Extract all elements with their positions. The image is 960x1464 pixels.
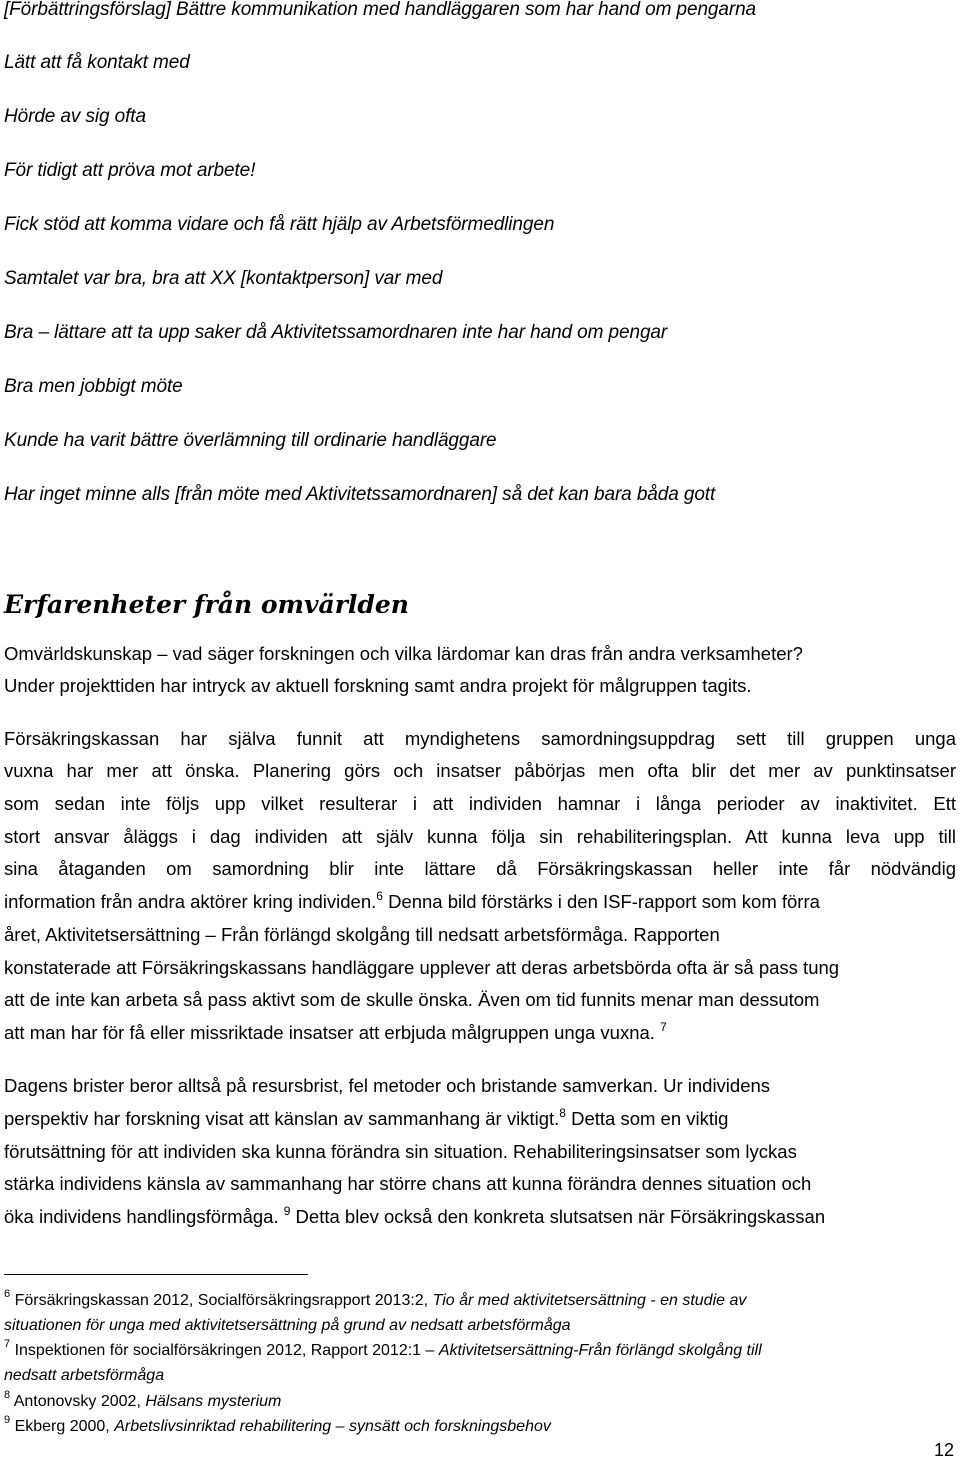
quote-line: [Förbättringsförslag] Bättre kommunikation med handläggaren som har hand om pengarna: [4, 0, 757, 20]
quote-line: Kunde ha varit bättre överlämning till ordinarie handläggare: [4, 430, 497, 451]
footnote-ref: 8: [559, 1106, 566, 1120]
quote-line: Lätt att få kontakt med: [4, 52, 190, 73]
text-span: Denna bild förstärks i den ISF-rapport som kom förra: [382, 891, 820, 912]
text-span: Arbetslivsinriktad rehabilitering – synsätt och forskningsbehov: [114, 1418, 551, 1435]
footnote-6-cont: [4, 1315, 571, 1337]
footnote-ref: 6: [376, 889, 383, 903]
quote-line: Har inget minne alls [från möte med Aktivitetssamordnaren] så det kan bara båda gott: [4, 484, 716, 505]
footnote-ref: 9: [283, 1204, 291, 1218]
intro-line: Omvärldskunskap – vad säger forskningen och vilka lärdomar kan dras från andra verksamheter?: [4, 643, 803, 664]
text-span: Aktivitetsersättning-Från förlängd skolgång till: [438, 1342, 762, 1359]
footnote-number: 9: [4, 1414, 11, 1426]
text-span: Detta blev också den konkreta slutsatsen när Försäkringskassan: [290, 1206, 826, 1227]
text-span: situationen för unga med aktivitetsersättning på grund av nedsatt arbetsförmåga: [4, 1317, 571, 1334]
body-line: stort ansvar åläggs i dag individen att själv kunna följa sin rehabiliteringsplan. Att kunna leva upp till: [4, 826, 956, 847]
text-span: Försäkringskassan 2012, Socialförsäkringsrapport 2013:2,: [10, 1292, 433, 1309]
quote-line: Bra men jobbigt möte: [4, 376, 183, 397]
body-line: [4, 1107, 728, 1131]
footnote-number: 7: [4, 1338, 11, 1350]
quote-line: Samtalet var bra, bra att XX [kontaktperson] var med: [4, 268, 443, 289]
body-line: Dagens brister beror alltså på resursbrist, fel metoder och bristande samverkan. Ur individens: [4, 1075, 771, 1096]
footnote-divider: [4, 1274, 308, 1275]
body-line: förutsättning för att individen ska kunna förändra sin situation. Rehabiliteringsinsatser som lyckas: [4, 1141, 797, 1162]
text-span: perspektiv har forskning visat att känslan av sammanhang är viktigt.: [4, 1108, 560, 1129]
footnote-7: [4, 1340, 762, 1362]
body-line: [4, 890, 820, 914]
text-span: Antonovsky 2002,: [10, 1393, 146, 1410]
text-span: Ekberg 2000,: [10, 1418, 115, 1435]
footnote-number: 8: [4, 1389, 11, 1401]
text-span: information från andra aktörer kring individen.: [4, 891, 377, 912]
text-span: nedsatt arbetsförmåga: [4, 1367, 165, 1384]
intro-line: Under projekttiden har intryck av aktuell forskning samt andra projekt för målgruppen tagits.: [4, 675, 752, 696]
footnote-ref: 7: [660, 1020, 667, 1034]
body-line: Försäkringskassan har själva funnit att myndighetens samordningsuppdrag sett till gruppen unga: [4, 728, 956, 749]
quote-line: För tidigt att pröva mot arbete!: [4, 160, 256, 181]
section-heading: Erfarenheter från omvärlden: [4, 590, 409, 619]
text-span: Detta som en viktig: [565, 1108, 729, 1129]
body-line: att de inte kan arbeta så pass aktivt som de skulle önska. Även om tid funnits menar man dessutom: [4, 989, 820, 1010]
text-span: Hälsans mysterium: [145, 1393, 282, 1410]
quote-line: Fick stöd att komma vidare och få rätt hjälp av Arbetsförmedlingen: [4, 214, 555, 235]
footnote-number: 6: [4, 1288, 11, 1300]
quote-line: Bra – lättare att ta upp saker då Aktivitetssamordnaren inte har hand om pengar: [4, 322, 668, 343]
text-span: Tio år med aktivitetsersättning - en studie av: [432, 1292, 747, 1309]
body-line: [4, 1021, 667, 1045]
body-line: sina åtaganden om samordning blir inte lättare då Försäkringskassan heller inte får nödvändig: [4, 858, 956, 879]
body-line: konstaterade att Försäkringskassans handläggare upplever att deras arbetsbörda ofta är så pass tung: [4, 957, 840, 978]
footnote-7-cont: [4, 1365, 164, 1387]
text-span: att man har för få eller missriktade insatser att erbjuda målgruppen unga vuxna.: [4, 1022, 655, 1043]
footnote-6: [4, 1290, 746, 1312]
text-span: öka individens handlingsförmåga.: [4, 1206, 279, 1227]
body-line: som sedan inte följs upp vilket resulterar i att individen hamnar i långa perioder av inaktivitet. Ett: [4, 793, 956, 814]
body-line: stärka individens känsla av sammanhang har större chans att kunna förändra dennes situation och: [4, 1173, 812, 1194]
page-number: 12: [933, 1440, 954, 1460]
body-line: året, Aktivitetsersättning – Från förlängd skolgång till nedsatt arbetsförmåga. Rapporten: [4, 924, 720, 945]
body-line: [4, 1205, 825, 1229]
quote-line: Hörde av sig ofta: [4, 106, 146, 127]
body-line: vuxna har mer att önska. Planering görs och insatser påbörjas men ofta blir det mer av punktinsatser: [4, 760, 956, 781]
footnote-9: [4, 1416, 551, 1438]
text-span: Inspektionen för socialförsäkringen 2012, Rapport 2012:1 –: [10, 1342, 439, 1359]
footnote-8: [4, 1391, 281, 1413]
